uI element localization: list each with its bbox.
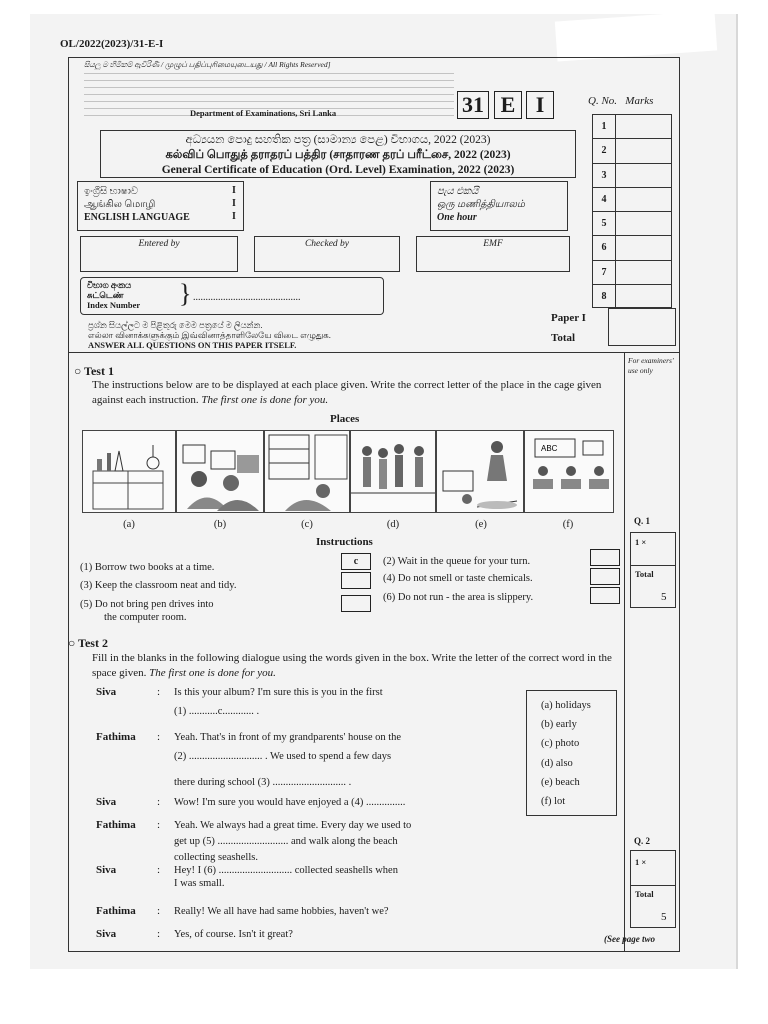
- word-box: [526, 690, 617, 816]
- place-image-laboratory: [82, 430, 176, 513]
- index-number-box: [80, 277, 384, 315]
- instruction-4: (4) Do not smell or taste chemicals.: [383, 573, 533, 584]
- marks-row: [592, 163, 674, 187]
- paper-label: Paper I: [551, 312, 586, 324]
- word-option: (a) holidays: [541, 700, 591, 711]
- dialogue-speaker: Fathima: [96, 905, 136, 917]
- instruction-3: (3) Keep the classroom neat and tidy.: [80, 580, 237, 591]
- dialogue-colon: :: [157, 905, 161, 917]
- duration-box: [430, 181, 568, 231]
- test2-instructions: Fill in the blanks in the following dialogue using the words given in the box. Write the letter of the correct word in the space given. The first one is done for you.: [92, 652, 612, 679]
- dialogue-colon: :: [157, 796, 161, 808]
- q1-multiplier: 1 ×: [635, 537, 647, 547]
- marks-row: [592, 211, 674, 235]
- paper-code: OL/2022(2023)/31-E-I: [60, 38, 164, 50]
- entered-by-label: Entered by: [138, 239, 180, 249]
- dialogue-speaker: Siva: [96, 796, 117, 808]
- dialogue-colon: :: [157, 819, 161, 831]
- subject-separators: I I I: [232, 185, 236, 222]
- place-label-c: (c): [301, 519, 313, 530]
- q2-total-label: Total: [635, 889, 654, 899]
- place-image-library: [264, 430, 350, 513]
- instruction-1: (1) Borrow two books at a time.: [80, 562, 215, 573]
- dialogue-colon: :: [157, 686, 161, 698]
- subject-code-number: 31: [457, 91, 489, 119]
- place-image-classroom: [524, 430, 614, 513]
- subject-code-letter: E: [494, 91, 522, 119]
- subject-box: [77, 181, 244, 231]
- checked-by-label: Checked by: [304, 239, 350, 249]
- index-label: විභාග අංකය சுட்டெண் Index Number: [87, 280, 141, 310]
- subject-en: ENGLISH LANGUAGE: [84, 212, 190, 223]
- instruction-5: (5) Do not bring pen drives into: [80, 599, 214, 610]
- place-image-computer-room: [176, 430, 264, 513]
- marks-cell[interactable]: [616, 211, 672, 235]
- place-label-e: (e): [475, 519, 487, 530]
- paper-total-box[interactable]: [608, 308, 676, 346]
- marks-row: [592, 138, 674, 162]
- dialogue-line: there during school (3) ............................ .: [174, 777, 352, 788]
- q2-score-box: [630, 850, 676, 928]
- q1-total-label: Total: [635, 569, 654, 579]
- marks-row: [592, 187, 674, 211]
- test2-heading: ○ Test 2: [68, 636, 108, 650]
- duration-en: One hour: [437, 212, 477, 223]
- page-footer: (See page two: [604, 934, 655, 944]
- places-heading: Places: [330, 413, 360, 425]
- dialogue-line: Is this your album? I'm sure this is you in the first: [174, 687, 383, 698]
- dialogue-speaker: Siva: [96, 686, 117, 698]
- marks-row: [592, 260, 674, 284]
- dialogue-speaker: Fathima: [96, 819, 136, 831]
- index-brace: }: [179, 279, 192, 308]
- question-number: 2: [592, 138, 616, 162]
- subject-code-part: I: [526, 91, 554, 119]
- question-number: 4: [592, 187, 616, 211]
- subject-si: ඉංග්‍රීසි භාෂාව: [84, 186, 139, 197]
- answer-box-3[interactable]: [341, 572, 371, 589]
- test1-heading: ○ Test 1: [74, 364, 114, 378]
- emf-box: [416, 236, 570, 272]
- dialogue-line: Yes, of course. Isn't it great?: [174, 929, 293, 940]
- dialogue-line: (2) ............................ . We used to spend a few days: [174, 751, 392, 762]
- dialogue-speaker: Fathima: [96, 731, 136, 743]
- question-number: 3: [592, 163, 616, 187]
- q2-max: 5: [661, 911, 667, 923]
- examiners-only-label: For examiners' use only: [628, 356, 674, 375]
- marks-cell[interactable]: [616, 235, 672, 259]
- question-number: 6: [592, 235, 616, 259]
- dialogue-colon: :: [157, 731, 161, 743]
- place-label-a: (a): [123, 519, 135, 530]
- instruction-5-cont: the computer room.: [104, 612, 187, 623]
- emf-label: EMF: [483, 239, 503, 249]
- dialogue-line: get up (5) ........................... and walk along the beach: [174, 836, 398, 847]
- duration-si: පැය එකයි: [437, 186, 479, 197]
- answer-box-5[interactable]: [341, 595, 371, 612]
- dialogue-line: Really! We all have had same hobbies, haven't we?: [174, 906, 389, 917]
- circle-bullet-icon: ○: [74, 364, 82, 378]
- marks-heading: Marks: [625, 95, 654, 107]
- instruction-6: (6) Do not run - the area is slippery.: [383, 592, 534, 603]
- place-image-queue: [350, 430, 436, 513]
- svg-text:ABC: ABC: [541, 444, 558, 453]
- marks-cell[interactable]: [616, 187, 672, 211]
- answer-box-2[interactable]: [590, 549, 620, 566]
- dialogue-line: I was small.: [174, 878, 225, 889]
- duration-ta: ஒரு மணித்தியாலம்: [437, 199, 525, 210]
- dialogue-line: collecting seashells.: [174, 852, 258, 863]
- circle-bullet-icon: ○: [68, 636, 76, 650]
- word-option: (b) early: [541, 719, 577, 731]
- word-option: (c) photo: [541, 738, 580, 750]
- marks-cell[interactable]: [616, 284, 672, 308]
- place-label-f: (f): [562, 519, 574, 530]
- q1-max: 5: [661, 591, 667, 603]
- dialogue-line: Wow! I'm sure you would have enjoyed a (4) ...............: [174, 797, 406, 808]
- marks-row: [592, 114, 674, 138]
- test1-instructions: The instructions below are to be displayed at each place given. Write the correct letter of the place in the cage given against each instruction. The first one is done for you.: [92, 379, 602, 406]
- instructions-heading: Instructions: [316, 536, 373, 548]
- exam-title-si: අධ්‍යයන පොදු සහතික පත්‍ර (සාමාන්‍ය පෙළ) විභාගය, 2022 (2023): [185, 134, 491, 146]
- place-image-wet-floor: [436, 430, 524, 513]
- entered-by-box: [80, 236, 238, 272]
- exam-title-en: General Certificate of Education (Ord. Level) Examination, 2022 (2023): [161, 164, 515, 176]
- question-number: 1: [592, 114, 616, 138]
- marks-cell[interactable]: [616, 163, 672, 187]
- section-divider: [68, 352, 680, 353]
- place-label-b: (b): [213, 519, 227, 530]
- answer-instruction: ප්‍රශ්න සියල්ලට ම පිළිතුරු මෙම පත්‍රයේ ම ලියන්න. எல்லா வினாக்களுக்கும் இவ்வினாத்தாளிலேயே விடை எழுதுக. ANSWER ALL QUESTIONS ON THIS PAPER ITSELF.: [88, 320, 331, 350]
- marks-table-heading: [588, 95, 653, 107]
- q2-label: Q. 2: [634, 836, 651, 846]
- qno-heading: Q. No.: [588, 95, 618, 107]
- question-number: 5: [592, 211, 616, 235]
- marks-row: [592, 235, 674, 259]
- question-number: 7: [592, 260, 616, 284]
- total-label: Total: [551, 332, 576, 344]
- rights-notice: සියලු ම හිමිකම් ඇවිරිණි / முழுப் பதிப்புரிமையுடையது / All Rights Reserved]: [84, 60, 331, 69]
- instruction-2: (2) Wait in the queue for your turn.: [383, 556, 531, 567]
- marks-cell[interactable]: [616, 138, 672, 162]
- question-number: 8: [592, 284, 616, 308]
- place-label-d: (d): [386, 519, 400, 530]
- exam-title-box: [100, 130, 576, 178]
- exam-title-ta: கல்விப் பொதுத் தராதரப் பத்திர (சாதாரண தரப் பரீட்சை, 2022 (2023): [165, 149, 511, 161]
- index-number-field[interactable]: ...........................................: [193, 292, 301, 303]
- dialogue-line: Hey! I (6) ............................ collected seashells when: [174, 865, 398, 876]
- q2-multiplier: 1 ×: [635, 857, 647, 867]
- marks-cell[interactable]: [616, 260, 672, 284]
- dialogue-colon: :: [157, 864, 161, 876]
- answer-box-6[interactable]: [590, 587, 620, 604]
- word-option: (f) lot: [541, 796, 566, 808]
- marks-table: [592, 114, 674, 308]
- dialogue-line: Yeah. We always had a great time. Every day we used to: [174, 820, 412, 831]
- dialogue-line: (1) ...........c............ .: [174, 706, 260, 717]
- subject-ta: ஆங்கில மொழி: [84, 199, 156, 210]
- dialogue-colon: :: [157, 928, 161, 940]
- q1-score-box: [630, 532, 676, 608]
- q1-label: Q. 1: [634, 516, 651, 526]
- checked-by-box: [254, 236, 400, 272]
- dialogue-speaker: Siva: [96, 928, 117, 940]
- word-option: (e) beach: [541, 776, 580, 788]
- answer-box-4[interactable]: [590, 568, 620, 585]
- marks-row: [592, 284, 674, 308]
- dialogue-line: Yeah. That's in front of my grandparents' house on the: [174, 732, 402, 743]
- word-option: (d) also: [541, 757, 573, 769]
- department-name: Department of Examinations, Sri Lanka: [190, 108, 337, 118]
- dialogue-speaker: Siva: [96, 864, 117, 876]
- marks-cell[interactable]: [616, 114, 672, 138]
- answer-box-1[interactable]: c: [341, 553, 371, 570]
